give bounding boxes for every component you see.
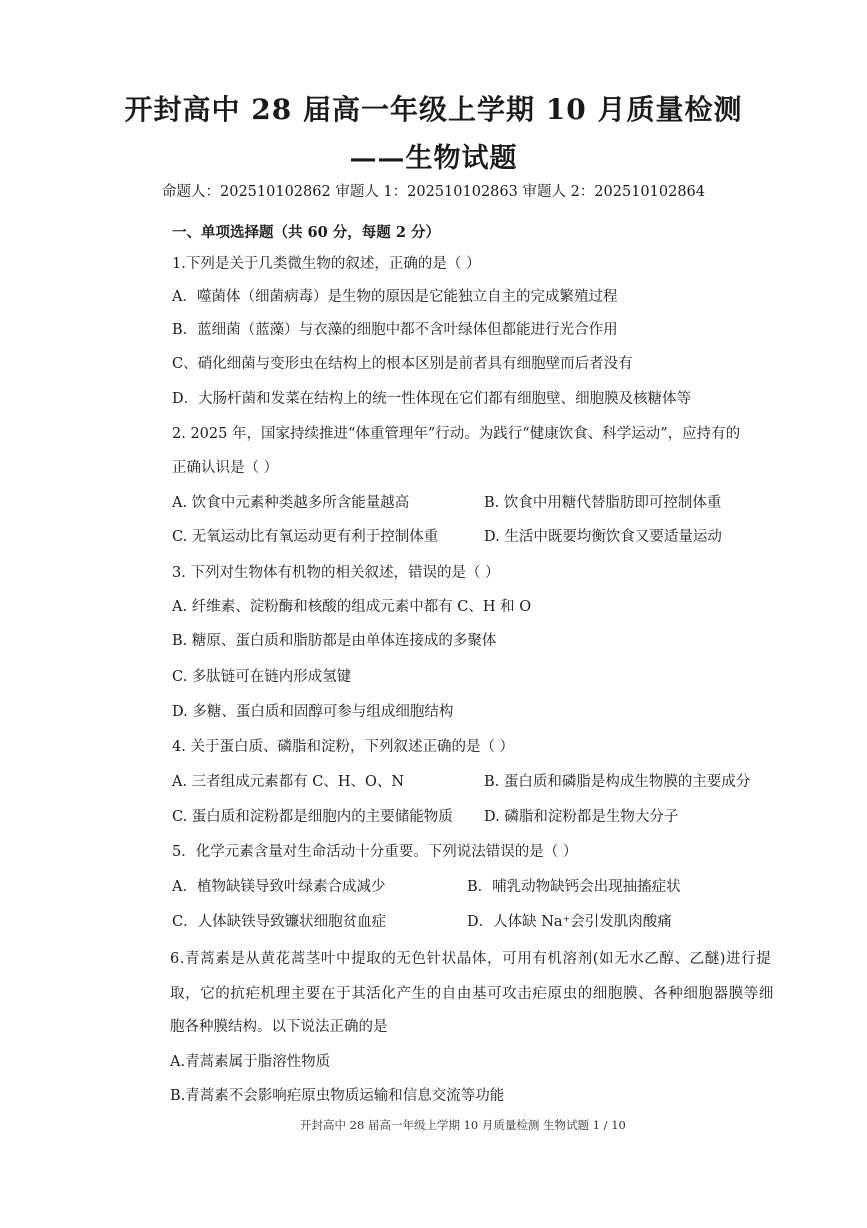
q3-option-b: B. 糖原、蛋白质和脂肪都是由单体连接成的多聚体 xyxy=(172,633,497,649)
q6-option-b: B.青蒿素不会影响疟原虫物质运输和信息交流等功能 xyxy=(170,1088,505,1104)
q3-option-a: A. 纤维素、淀粉酶和核酸的组成元素中都有 C、H 和 O xyxy=(172,599,532,615)
q5-option-b: B．哺乳动物缺钙会出现抽搐症状 xyxy=(467,879,681,895)
q1-option-b: B．蓝细菌（蓝藻）与衣藻的细胞中都不含叶绿体但都能进行光合作用 xyxy=(172,322,618,338)
q2-stem-line2: 正确认识是（ ） xyxy=(172,460,279,476)
q4-option-a: A. 三者组成元素都有 C、H、O、N xyxy=(172,774,405,790)
q5-option-a: A．植物缺镁导致叶绿素合成减少 xyxy=(172,879,386,895)
q1-option-c: C、硝化细菌与变形虫在结构上的根本区别是前者具有细胞壁而后者没有 xyxy=(172,356,633,372)
exam-title: 开封高中 28 届高一年级上学期 10 月质量检测 xyxy=(124,93,743,126)
q6-stem-line3: 胞各种膜结构。以下说法正确的是 xyxy=(170,1019,388,1035)
q4-option-b: B. 蛋白质和磷脂是构成生物膜的主要成分 xyxy=(484,774,751,790)
q3-option-c: C. 多肽链可在链内形成氢键 xyxy=(172,669,352,685)
q4-option-c: C. 蛋白质和淀粉都是细胞内的主要储能物质 xyxy=(172,809,453,825)
q5-option-d: D．人体缺 Na⁺会引发肌肉酸痛 xyxy=(467,914,672,930)
q4-stem: 4. 关于蛋白质、磷脂和淀粉，下列叙述正确的是（ ） xyxy=(172,739,515,755)
q1-stem: 1.下列是关于几类微生物的叙述，正确的是（ ） xyxy=(172,256,481,272)
q3-stem: 3. 下列对生物体有机物的相关叙述，错误的是（ ） xyxy=(172,565,500,581)
q2-option-d: D. 生活中既要均衡饮食又要适量运动 xyxy=(484,529,722,545)
q1-option-a: A．噬菌体（细菌病毒）是生物的原因是它能独立自主的完成繁殖过程 xyxy=(172,289,618,305)
q2-stem-line1: 2. 2025 年，国家持续推进“体重管理年”行动。为践行“健康饮食、科学运动”，应持有的 xyxy=(172,426,741,442)
q5-option-c: C．人体缺铁导致镰状细胞贫血症 xyxy=(172,914,387,930)
q3-option-d: D. 多糖、蛋白质和固醇可参与组成细胞结构 xyxy=(172,704,454,720)
q2-option-c: C. 无氧运动比有氧运动更有利于控制体重 xyxy=(172,529,439,545)
author-line: 命题人：202510102862 审题人 1：202510102863 审题人 2：202510102864 xyxy=(162,184,705,200)
q6-option-a: A.青蒿素属于脂溶性物质 xyxy=(170,1054,331,1070)
q2-option-b: B. 饮食中用糖代替脂肪即可控制体重 xyxy=(484,495,722,511)
q1-option-d: D．大肠杆菌和发菜在结构上的统一性体现在它们都有细胞壁、细胞膜及核糖体等 xyxy=(172,391,692,407)
q6-stem-line1: 6.青蒿素是从黄花蒿茎叶中提取的无色针状晶体，可用有机溶剂(如无水乙醇、乙醚)进行提 xyxy=(170,951,772,967)
q2-option-a: A. 饮食中元素种类越多所含能量越高 xyxy=(172,495,410,511)
q4-option-d: D. 磷脂和淀粉都是生物大分子 xyxy=(484,809,679,825)
page-footer: 开封高中 28 届高一年级上学期 10 月质量检测 生物试题 1 / 10 xyxy=(300,1118,626,1132)
section-heading: 一、单项选择题（共 60 分，每题 2 分） xyxy=(172,224,440,241)
q6-stem-line2: 取，它的抗疟机理主要在于其活化产生的自由基可攻击疟原虫的细胞膜、各种细胞器膜等细 xyxy=(170,986,774,1002)
q5-stem: 5．化学元素含量对生命活动十分重要。下列说法错误的是（ ） xyxy=(172,844,578,860)
exam-subtitle: ——生物试题 xyxy=(349,143,518,174)
